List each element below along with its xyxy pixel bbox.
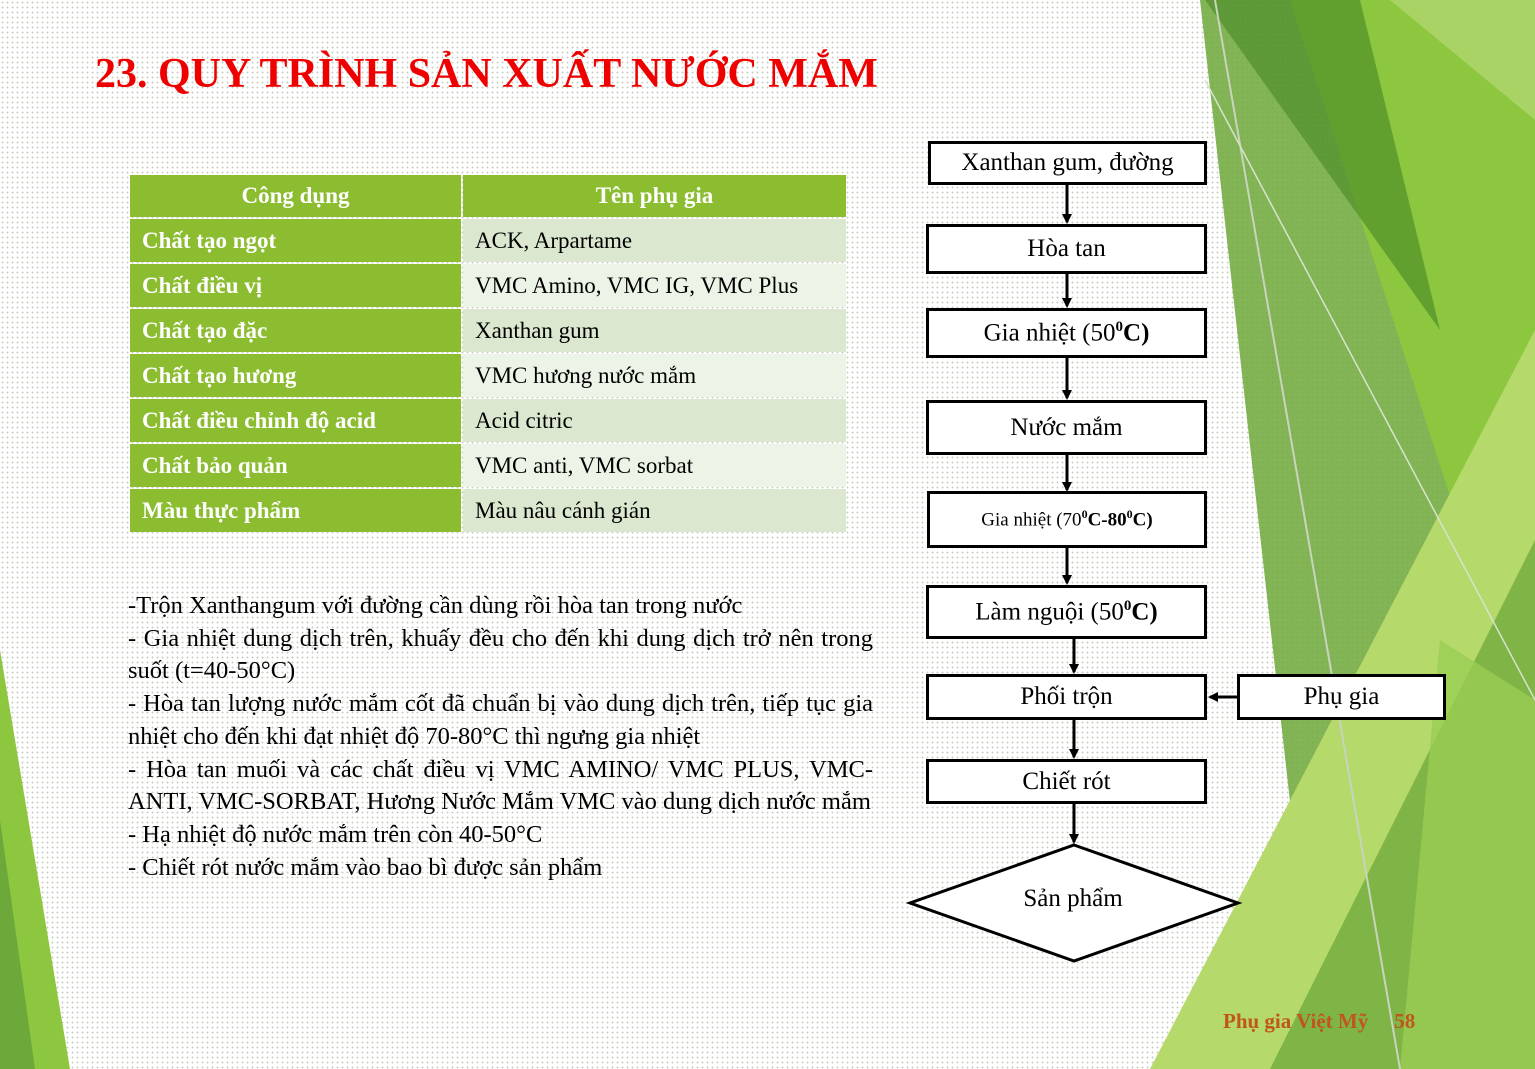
cell-use: Chất tạo hương	[130, 354, 461, 397]
flow-step-label: Chiết rót	[1022, 767, 1111, 795]
flow-step-label: Nước mắm	[1010, 413, 1123, 441]
flow-step-bottling	[926, 759, 1207, 804]
note-line: - Hòa tan lượng nước mắm cốt đã chuẩn bị vào dung dịch trên, tiếp tục gia nhiệt cho đến khi đạt nhiệt độ 70-80°C thì ngưng gia nhiệt	[128, 690, 873, 750]
cell-use: Màu thực phẩm	[130, 489, 461, 532]
cell-name: VMC anti, VMC sorbat	[463, 444, 846, 487]
note-line: - Hòa tan muối và các chất điều vị VMC AMINO/ VMC PLUS, VMC-ANTI, VMC-SORBAT, Hương Nước Mắm VMC vào dung dịch nước mắm	[128, 755, 873, 816]
footer-brand: Phụ gia Việt Mỹ	[1223, 1009, 1369, 1033]
flow-end-label: Sản phẩm	[1023, 885, 1123, 912]
cell-use: Chất điều chỉnh độ acid	[130, 399, 461, 442]
flow-step-cool	[926, 585, 1207, 639]
flow-step-label: Gia nhiệt $(50^0C)$	[983, 318, 1150, 347]
footer	[1223, 1009, 1415, 1034]
cell-name: VMC Amino, VMC IG, VMC Plus	[463, 264, 846, 307]
flow-step-label: Làm nguội $(50^0C)$	[975, 597, 1158, 626]
page-number: 58	[1394, 1009, 1416, 1033]
flow-step-ingredients	[928, 141, 1207, 185]
flow-step-additive	[1237, 674, 1446, 720]
page-title: 23. QUY TRÌNH SẢN XUẤT NƯỚC MẮM	[95, 51, 878, 97]
column-header-use: Công dụng	[130, 175, 461, 217]
cell-name: Xanthan gum	[463, 309, 846, 352]
flow-step-heat-70-80	[927, 491, 1207, 548]
cell-use: Chất bảo quản	[130, 444, 461, 487]
cell-use: Chất tạo đặc	[130, 309, 461, 352]
flow-step-dissolve	[926, 224, 1207, 274]
column-header-name: Tên phụ gia	[463, 175, 846, 217]
flow-step-label: Phối trộn	[1020, 683, 1113, 710]
cell-name: ACK, Arpartame	[463, 219, 846, 262]
flow-step-heat-50	[926, 308, 1207, 358]
note-line: - Hạ nhiệt độ nước mắm trên còn 40-50°C	[128, 820, 543, 848]
note-line: -Trộn Xanthangum với đường cần dùng rồi hòa tan trong nước	[128, 592, 743, 619]
flow-step-label: Hòa tan	[1027, 235, 1106, 262]
flow-step-label: Gia nhiệt $(70^0C-80^0C)$	[981, 507, 1153, 531]
cell-use: Chất điều vị	[130, 264, 461, 307]
note-line: - Gia nhiệt dung dịch trên, khuấy đều cho đến khi dung dịch trở nên trong suốt (t=40-50°C)	[128, 624, 873, 685]
flow-step-label: Xanthan gum, đường	[961, 149, 1174, 176]
flow-step-label: Phụ gia	[1303, 683, 1380, 710]
flow-step-fish-sauce	[926, 400, 1207, 455]
cell-name: Màu nâu cánh gián	[463, 489, 846, 532]
note-line: - Chiết rót nước mắm vào bao bì được sản phẩm	[128, 853, 603, 881]
cell-name: Acid citric	[463, 399, 846, 442]
cell-use: Chất tạo ngọt	[130, 219, 461, 262]
cell-name: VMC hương nước mắm	[463, 354, 846, 397]
flow-step-mix	[926, 674, 1207, 720]
